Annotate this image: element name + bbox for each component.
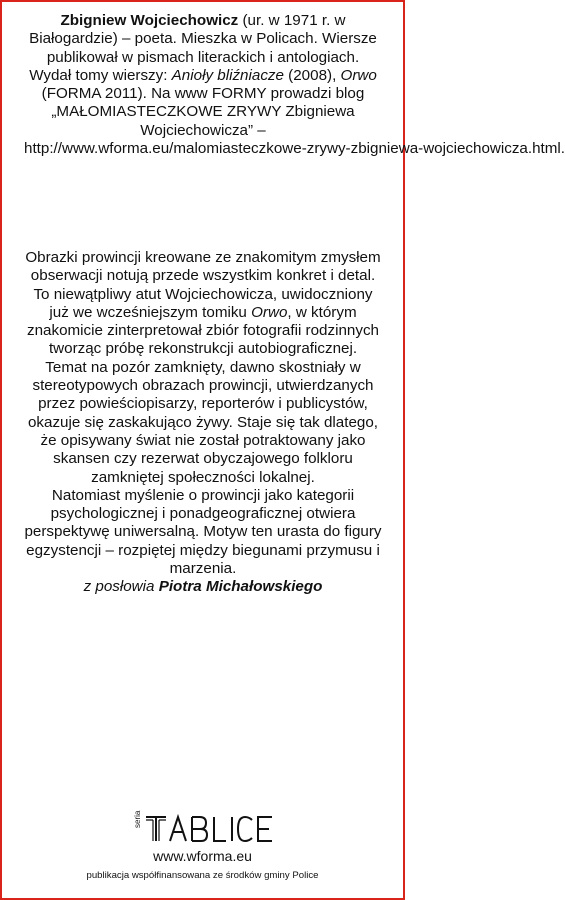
attribution-author: Piotra Michałowskiego <box>158 578 323 596</box>
author-bio <box>24 12 565 158</box>
attribution-prefix: z posłowia <box>83 578 159 596</box>
bio-text-3: (FORMA 2011). Na www FORMY prowadzi blog „MAŁOMIASTECZKOWE ZRYWY Zbigniewa Wojciechowicza” – <box>41 85 365 139</box>
blurb-paragraph-1 <box>24 249 382 359</box>
series-label: seria <box>133 810 142 828</box>
book-title-2: Orwo <box>340 66 377 84</box>
author-name: Zbigniew Wojciechowicz <box>60 12 239 29</box>
book-title-1: Anioły bliźniacze <box>171 66 284 84</box>
series-logo <box>144 813 276 845</box>
blurb <box>24 249 382 597</box>
publisher-url[interactable]: www.wforma.eu <box>153 848 252 864</box>
blurb-paragraph-2: Temat na pozór zamknięty, dawno skostniały w stereotypowych obrazach prowincji, utwierdzanych przez powieściopisarzy, reporterów i publicystów, okazuje się zaskakująco żywy. Staje się tak dlatego, że opisywany świat nie został potraktowany jako skansen czy rezerwat obyczajowego folkloru zamkniętej społeczności lokalnej. <box>27 358 379 486</box>
blurb-attribution <box>24 578 382 596</box>
bio-text-1: (ur. w 1971 r. w Białogardzie) – poeta. Mieszka w Policach. Wiersze publikował w pismach literackich i antologiach. Wydał tomy wierszy: <box>29 12 377 84</box>
bio-text-2: (2008), <box>283 66 341 84</box>
blurb-text-1b: , w którym znakomicie zinterpretował zbiór fotografii rodzinnych tworząc próbę rekonstrukcji autobiograficznej. <box>26 303 379 358</box>
blog-link[interactable]: http://www.wforma.eu/malomiasteczkowe-zrywy-zbigniewa-wojciechowicza.html. <box>24 140 565 158</box>
book-title-orwo: Orwo <box>251 303 288 321</box>
blurb-paragraph-3: Natomiast myślenie o prowincji jako kategorii psychologicznej i ponadgeograficznej otwiera perspektywę uniwersalną. Motyw ten urasta do figury egzystencji – rozpiętej między biegunami przymusu i marzenia. <box>24 486 382 578</box>
blurb-text-1a: Obrazki prowincji kreowane ze znakomitym zmysłem obserwacji notują przede wszystkim konkret i detal. To niewątpliwy atut Wojciechowicza, uwidoczniony już we wcześniejszym tomiku <box>25 249 381 321</box>
funding-note: publikacja współfinansowana ze środków gminy Police <box>86 870 319 881</box>
